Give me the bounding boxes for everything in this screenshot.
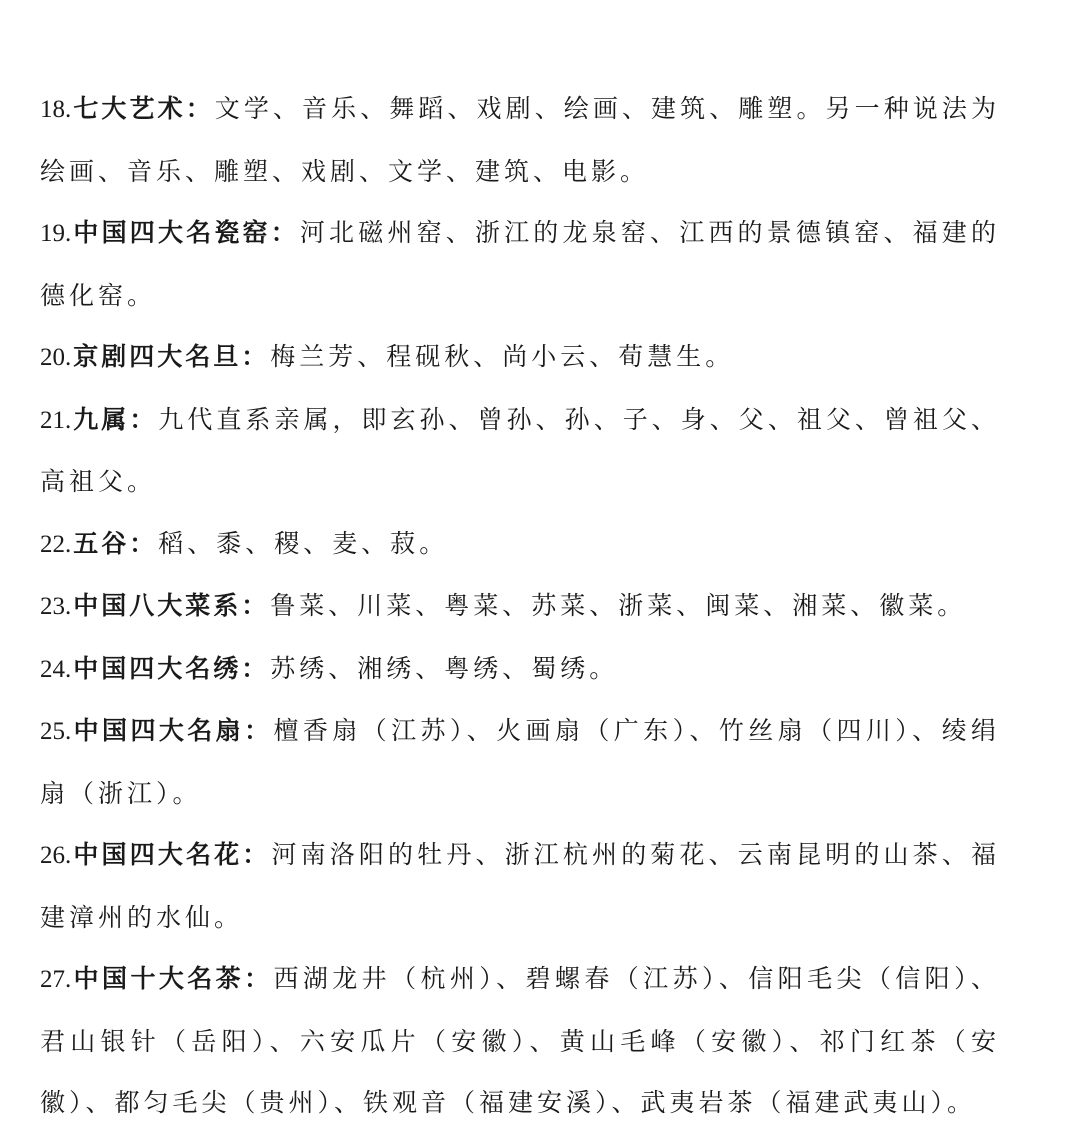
entry-term: 中国十大名茶 [73,964,245,993]
entry-18 [40,78,1000,202]
entry-term: 中国八大菜系 [73,591,242,620]
entry-colon: ： [241,653,271,683]
entry-text: 九代直系亲属，即玄孙、曾孙、孙、子、身、父、祖父、曾祖父、高祖父。 [40,404,1000,496]
entry-22 [40,513,1000,576]
entry-number: 25. [40,718,72,745]
entry-20 [40,326,1000,389]
entry-colon: ： [244,964,274,993]
entry-term: 中国四大名扇 [73,716,245,745]
entry-text: 西湖龙井（杭州）、碧螺春（江苏）、信阳毛尖（信阳）、君山银针（岳阳）、六安瓜片（安徽）、黄山毛峰（安徽）、祁门红茶（安徽）、都匀毛尖（贵州）、铁观音（福建安溪）、武夷岩茶（福建武夷山）。 [40,964,1000,1117]
entry-term: 中国四大名瓷窑 [73,218,271,247]
entry-colon: ： [241,591,271,620]
entry-number: 20. [40,344,72,371]
entry-term: 中国四大名绣 [73,653,242,683]
entry-colon: ： [270,218,300,247]
entry-term: 九属 [73,404,130,434]
entry-colon: ： [242,840,272,869]
document-body [40,78,1000,1134]
entry-text: 河北磁州窑、浙江的龙泉窑、江西的景德镇窑、福建的德化窑。 [40,218,1000,310]
entry-colon: ： [185,94,215,123]
entry-number: 24. [40,655,72,683]
entry-term: 京剧四大名旦 [73,342,242,371]
entry-colon: ： [241,342,271,371]
entry-text: 河南洛阳的牡丹、浙江杭州的菊花、云南昆明的山茶、福建漳州的水仙。 [40,840,1000,932]
entry-24 [40,638,1000,701]
entry-25 [40,700,1000,824]
entry-term: 五谷 [73,528,130,558]
entry-text: 苏绣、湘绣、粤绣、蜀绣。 [270,653,619,683]
entry-number: 27. [40,966,72,993]
entry-number: 23. [40,593,72,620]
entry-text: 梅兰芳、程砚秋、尚小云、荀慧生。 [270,342,735,371]
entry-27 [40,948,1000,1134]
entry-text: 稻、黍、稷、麦、菽。 [158,528,449,558]
entry-text: 鲁菜、川菜、粤菜、苏菜、浙菜、闽菜、湘菜、徽菜。 [270,591,967,620]
entry-text: 文学、音乐、舞蹈、戏剧、绘画、建筑、雕塑。另一种说法为绘画、音乐、雕塑、戏剧、文学、建筑、电影。 [40,94,1000,186]
entry-term: 七大艺术 [73,94,186,123]
entry-21 [40,389,1000,513]
entry-term: 中国四大名花 [73,840,243,869]
entry-number: 19. [40,220,72,247]
entry-number: 18. [40,96,72,123]
entry-colon: ： [129,528,159,558]
entry-26 [40,824,1000,948]
entry-colon: ： [244,716,274,745]
entry-colon: ： [129,404,159,434]
entry-23 [40,575,1000,638]
entry-number: 22. [40,530,72,558]
entry-number: 21. [40,406,72,434]
entry-number: 26. [40,842,72,869]
entry-19 [40,202,1000,326]
entry-text: 檀香扇（江苏）、火画扇（广东）、竹丝扇（四川）、绫绢扇（浙江）。 [40,716,1000,808]
